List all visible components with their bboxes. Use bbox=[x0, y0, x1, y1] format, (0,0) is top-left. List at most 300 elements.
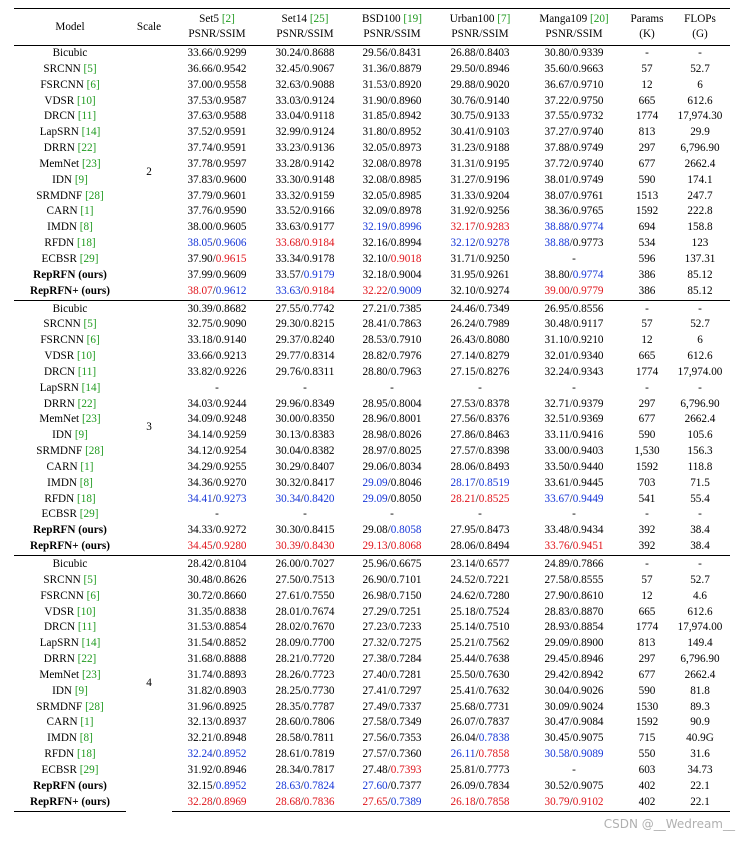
separator: / bbox=[212, 524, 216, 537]
ssim-value: 0.9449 bbox=[572, 492, 604, 505]
metric-cell bbox=[172, 220, 262, 236]
psnr-value: 31.35 bbox=[187, 605, 213, 618]
model-cell bbox=[14, 284, 126, 300]
separator: / bbox=[300, 524, 304, 537]
metric-cell bbox=[348, 605, 436, 621]
psnr-value: 31.95 bbox=[450, 268, 476, 281]
separator: / bbox=[475, 653, 479, 666]
separator: / bbox=[475, 205, 479, 218]
ssim-value: 0.9601 bbox=[215, 189, 247, 202]
separator: / bbox=[212, 637, 216, 650]
model-name: RepRFN+ bbox=[29, 795, 79, 808]
separator: / bbox=[475, 540, 479, 553]
params-cell: 12 bbox=[641, 78, 653, 91]
metric-cell bbox=[524, 317, 624, 333]
psnr-value: 27.15 bbox=[450, 365, 476, 378]
separator: / bbox=[300, 318, 304, 331]
separator: / bbox=[569, 668, 573, 681]
ssim-value: 0.7337 bbox=[390, 700, 422, 713]
table-row bbox=[14, 795, 730, 811]
ssim-value: 0.9369 bbox=[572, 413, 604, 426]
ssim-value: 0.7858 bbox=[478, 795, 510, 808]
params-cell: 813 bbox=[638, 637, 656, 650]
model-name: RFDN bbox=[44, 748, 75, 761]
metric-cell bbox=[348, 94, 436, 110]
metric-cell bbox=[172, 252, 262, 268]
psnr-value: 26.07 bbox=[450, 716, 476, 729]
params-cell: 534 bbox=[638, 237, 656, 250]
ssim-value: 0.9159 bbox=[303, 189, 335, 202]
ssim-value: 0.9140 bbox=[478, 94, 510, 107]
metric-cell bbox=[172, 492, 262, 508]
model-name: CARN bbox=[46, 716, 78, 729]
params-cell: 703 bbox=[638, 476, 656, 489]
ssim-value: 0.8415 bbox=[303, 524, 335, 537]
model-cell bbox=[14, 620, 126, 636]
psnr-value: 28.68 bbox=[275, 795, 301, 808]
model-name: IDN bbox=[52, 173, 73, 186]
psnr-value: 34.03 bbox=[187, 397, 213, 410]
model-name: MemNet bbox=[39, 668, 80, 681]
psnr-value: 32.01 bbox=[544, 350, 570, 363]
psnr-value: 25.21 bbox=[450, 637, 476, 650]
ssim-value: 0.9773 bbox=[572, 237, 604, 250]
metric-cell bbox=[172, 78, 262, 94]
psnr-value: 30.00 bbox=[275, 413, 301, 426]
psnr-value: 29.42 bbox=[544, 668, 570, 681]
ssim-value: 0.8026 bbox=[390, 429, 422, 442]
separator: / bbox=[387, 779, 391, 792]
model-name: VDSR bbox=[44, 94, 75, 107]
separator: / bbox=[212, 653, 216, 666]
metric-cell bbox=[172, 412, 262, 428]
psnr-value: 33.57 bbox=[275, 268, 301, 281]
psnr-value: 28.09 bbox=[275, 637, 301, 650]
metric-cell bbox=[262, 157, 348, 173]
ssim-value: 0.9259 bbox=[215, 429, 247, 442]
separator: / bbox=[475, 221, 479, 234]
model-name: FSRCNN bbox=[40, 334, 84, 347]
metric-cell bbox=[436, 668, 524, 684]
separator: / bbox=[300, 653, 304, 666]
ssim-value: 0.8525 bbox=[478, 492, 510, 505]
ssim-value: 0.8431 bbox=[390, 47, 422, 59]
psnr-value: 31.71 bbox=[450, 252, 476, 265]
metric-cell bbox=[348, 700, 436, 716]
psnr-value: 37.72 bbox=[544, 157, 570, 170]
model-cite: [10] bbox=[77, 350, 96, 363]
metric-cell bbox=[436, 381, 524, 397]
separator: / bbox=[387, 350, 391, 363]
model-cite: [23] bbox=[81, 413, 101, 426]
ssim-value: 0.9273 bbox=[215, 492, 247, 505]
separator: / bbox=[300, 110, 304, 123]
params-cell: 665 bbox=[638, 350, 656, 363]
metric-cell bbox=[348, 397, 436, 413]
model-cite: [8] bbox=[79, 732, 93, 745]
metric-cell bbox=[436, 268, 524, 284]
psnr-value: 28.96 bbox=[362, 413, 388, 426]
separator: / bbox=[475, 318, 479, 331]
flops-cell: - bbox=[698, 508, 702, 521]
table-header bbox=[14, 9, 730, 46]
model-cell bbox=[14, 333, 126, 349]
ssim-value: 0.9612 bbox=[215, 284, 247, 297]
psnr-value: 27.50 bbox=[275, 573, 301, 586]
metric-cell bbox=[348, 365, 436, 381]
metric-cell bbox=[348, 573, 436, 589]
model-cite: [9] bbox=[74, 173, 88, 186]
ssim-value: 0.7817 bbox=[303, 763, 335, 776]
scale-cell: 4 bbox=[126, 556, 172, 812]
separator: / bbox=[212, 779, 216, 792]
psnr-value: 29.30 bbox=[275, 318, 301, 331]
psnr-value: 33.68 bbox=[275, 237, 301, 250]
psnr-value: 30.79 bbox=[544, 795, 570, 808]
model-name: RepRFN bbox=[33, 524, 76, 537]
separator: / bbox=[387, 573, 391, 586]
ssim-value: 0.7989 bbox=[478, 318, 510, 331]
psnr-value: 26.24 bbox=[450, 318, 476, 331]
psnr-value: 32.28 bbox=[187, 795, 213, 808]
model-name: FSRCNN bbox=[40, 78, 84, 91]
separator: / bbox=[569, 237, 573, 250]
psnr-value: 32.71 bbox=[544, 397, 570, 410]
ssim-value: 0.8660 bbox=[215, 589, 247, 602]
metric-cell bbox=[524, 252, 624, 268]
separator: / bbox=[387, 47, 391, 59]
psnr-value: 28.06 bbox=[450, 460, 476, 473]
psnr-value: 27.60 bbox=[362, 779, 388, 792]
flops-cell: 81.8 bbox=[690, 684, 710, 697]
separator: / bbox=[300, 700, 304, 713]
separator: / bbox=[300, 621, 304, 634]
ssim-value: 0.8378 bbox=[478, 397, 510, 410]
model-cell bbox=[14, 507, 126, 523]
psnr-value: 30.48 bbox=[544, 318, 570, 331]
separator: / bbox=[300, 205, 304, 218]
metric-cell bbox=[348, 620, 436, 636]
params-cell: 541 bbox=[638, 492, 656, 505]
metric-cell bbox=[436, 62, 524, 78]
metric-cell bbox=[172, 589, 262, 605]
metric-cell bbox=[348, 795, 436, 811]
model-cell bbox=[14, 173, 126, 189]
ssim-value: 0.9213 bbox=[215, 350, 247, 363]
table-row bbox=[14, 539, 730, 555]
ssim-value: 0.9590 bbox=[215, 205, 247, 218]
metric-cell bbox=[262, 317, 348, 333]
ssim-value: 0.9140 bbox=[215, 334, 247, 347]
metric-cell bbox=[524, 779, 624, 795]
table-row bbox=[14, 523, 730, 539]
metric-cell bbox=[262, 428, 348, 444]
model-cell bbox=[14, 539, 126, 555]
watermark: CSDN @__Wedream__ bbox=[603, 817, 735, 831]
metric-cell bbox=[436, 46, 524, 62]
ssim-value: 0.8925 bbox=[215, 700, 247, 713]
metric-cell bbox=[524, 412, 624, 428]
metric-cell bbox=[436, 700, 524, 716]
psnr-value: 30.39 bbox=[187, 302, 213, 315]
psnr-value: 32.63 bbox=[275, 78, 301, 91]
metric-cell bbox=[524, 476, 624, 492]
psnr-value: 28.93 bbox=[544, 621, 570, 634]
separator: / bbox=[300, 62, 304, 75]
psnr-value: 31.36 bbox=[362, 62, 388, 75]
metric-cell bbox=[348, 779, 436, 795]
model-cell bbox=[14, 460, 126, 476]
psnr-value: 28.80 bbox=[362, 365, 388, 378]
metric-cell bbox=[172, 605, 262, 621]
params-cell: 386 bbox=[638, 284, 656, 297]
separator: / bbox=[300, 397, 304, 410]
psnr-value: 31.31 bbox=[450, 157, 476, 170]
metric-cell bbox=[172, 62, 262, 78]
separator: / bbox=[212, 157, 216, 170]
ssim-value: 0.8852 bbox=[215, 637, 247, 650]
separator: / bbox=[569, 126, 573, 139]
params-cell: 57 bbox=[641, 318, 653, 331]
psnr-value: 30.34 bbox=[275, 492, 301, 505]
params-cell: 1592 bbox=[635, 205, 659, 218]
model-cite: (ours) bbox=[78, 524, 107, 537]
model-cite: (ours) bbox=[78, 268, 107, 281]
separator: / bbox=[212, 621, 216, 634]
psnr-value: 29.06 bbox=[362, 460, 388, 473]
ssim-value: 0.9750 bbox=[572, 94, 604, 107]
ssim-value: 0.9084 bbox=[572, 716, 604, 729]
metric-cell bbox=[348, 636, 436, 652]
metric-cell bbox=[524, 189, 624, 205]
metric-cell bbox=[436, 507, 524, 523]
model-cite: [29] bbox=[79, 763, 99, 776]
model-cite: [1] bbox=[80, 460, 94, 473]
header-scale: Scale bbox=[126, 9, 172, 46]
model-cell bbox=[14, 700, 126, 716]
model-cell bbox=[14, 684, 126, 700]
separator: / bbox=[475, 237, 479, 250]
params-cell: 392 bbox=[638, 524, 656, 537]
metric-cell bbox=[348, 668, 436, 684]
table-row bbox=[14, 173, 730, 189]
model-cite: [28] bbox=[85, 189, 104, 202]
separator: / bbox=[300, 795, 304, 808]
psnr-value: 37.78 bbox=[187, 157, 213, 170]
separator: / bbox=[300, 237, 304, 250]
psnr-value: 32.21 bbox=[187, 732, 213, 745]
psnr-value: 32.13 bbox=[187, 716, 213, 729]
ssim-value: 0.9009 bbox=[390, 284, 422, 297]
ssim-value: 0.9591 bbox=[215, 126, 247, 139]
separator: / bbox=[475, 668, 479, 681]
table-row bbox=[14, 700, 730, 716]
ssim-value: 0.7221 bbox=[478, 573, 510, 586]
psnr-value: 32.15 bbox=[187, 779, 213, 792]
psnr-value: 28.35 bbox=[275, 700, 301, 713]
metric-cell bbox=[436, 412, 524, 428]
separator: / bbox=[475, 173, 479, 186]
separator: / bbox=[300, 460, 304, 473]
psnr-value: 34.41 bbox=[187, 492, 213, 505]
psnr-value: 33.34 bbox=[275, 252, 301, 265]
separator: / bbox=[212, 429, 216, 442]
separator: / bbox=[212, 62, 216, 75]
metric-cell bbox=[524, 141, 624, 157]
separator: / bbox=[212, 397, 216, 410]
flops-cell: 38.4 bbox=[690, 524, 710, 537]
psnr-value: 34.36 bbox=[187, 476, 213, 489]
model-cite: [1] bbox=[80, 716, 94, 729]
separator: / bbox=[569, 492, 573, 505]
metric-cell bbox=[262, 78, 348, 94]
psnr-value: 31.90 bbox=[362, 94, 388, 107]
ssim-value: 0.8937 bbox=[215, 716, 247, 729]
flops-cell: 29.9 bbox=[690, 126, 710, 139]
table-row bbox=[14, 444, 730, 460]
psnr-value: 27.57 bbox=[362, 748, 388, 761]
metric-cell bbox=[262, 252, 348, 268]
separator: / bbox=[475, 268, 479, 281]
metric-cell bbox=[524, 94, 624, 110]
model-cell bbox=[14, 94, 126, 110]
separator: / bbox=[387, 637, 391, 650]
ssim-value: 0.9749 bbox=[572, 173, 604, 186]
model-cell bbox=[14, 46, 126, 62]
psnr-value: 27.38 bbox=[362, 653, 388, 666]
ssim-value: 0.6675 bbox=[390, 558, 422, 570]
params-cell: 1774 bbox=[635, 621, 659, 634]
ssim-value: 0.8058 bbox=[390, 524, 422, 537]
ssim-value: 0.8985 bbox=[390, 173, 422, 186]
psnr-value: 27.23 bbox=[362, 621, 388, 634]
separator: / bbox=[569, 62, 573, 75]
psnr-value: 37.63 bbox=[187, 110, 213, 123]
table-row bbox=[14, 220, 730, 236]
metric-cell bbox=[172, 795, 262, 811]
model-cite: [23] bbox=[81, 157, 101, 170]
psnr-value: 28.26 bbox=[275, 668, 301, 681]
separator: / bbox=[569, 589, 573, 602]
separator: / bbox=[475, 779, 479, 792]
flops-cell: - bbox=[670, 556, 730, 573]
metric-cell bbox=[262, 573, 348, 589]
separator: / bbox=[569, 284, 573, 297]
model-name: IMDN bbox=[47, 476, 77, 489]
ssim-value: 0.9749 bbox=[572, 142, 604, 155]
metric-cell bbox=[524, 492, 624, 508]
separator: / bbox=[569, 573, 573, 586]
metric-cell bbox=[172, 763, 262, 779]
psnr-value: 23.14 bbox=[450, 558, 476, 570]
metric-cell bbox=[524, 428, 624, 444]
metric-cell bbox=[172, 397, 262, 413]
separator: / bbox=[387, 397, 391, 410]
separator: / bbox=[212, 252, 216, 265]
model-cite: (ours) bbox=[78, 779, 107, 792]
metric-cell bbox=[348, 349, 436, 365]
metric-cell bbox=[348, 284, 436, 300]
psnr-value: 29.77 bbox=[275, 350, 301, 363]
separator: / bbox=[212, 589, 216, 602]
ssim-value: 0.8994 bbox=[390, 237, 422, 250]
flops-cell: 52.7 bbox=[690, 318, 710, 331]
ssim-value: 0.9178 bbox=[303, 252, 335, 265]
psnr-value: 27.90 bbox=[544, 589, 570, 602]
model-cell bbox=[14, 252, 126, 268]
separator: / bbox=[300, 284, 304, 297]
model-name: RFDN bbox=[44, 237, 75, 250]
ssim-value: 0.8920 bbox=[390, 78, 422, 91]
psnr-value: 37.88 bbox=[544, 142, 570, 155]
metric-cell bbox=[348, 539, 436, 555]
separator: / bbox=[387, 252, 391, 265]
metric-cell bbox=[262, 397, 348, 413]
separator: / bbox=[212, 237, 216, 250]
separator: / bbox=[569, 302, 573, 315]
separator: / bbox=[569, 476, 573, 489]
metric-cell bbox=[172, 381, 262, 397]
separator: / bbox=[212, 189, 216, 202]
metric-cell bbox=[436, 125, 524, 141]
params-cell: 1530 bbox=[635, 700, 659, 713]
psnr-value: 33.82 bbox=[187, 365, 213, 378]
separator: / bbox=[569, 621, 573, 634]
separator: / bbox=[212, 540, 216, 553]
separator: / bbox=[212, 78, 216, 91]
ssim-value: 0.7385 bbox=[390, 302, 422, 315]
psnr-value: 31.53 bbox=[362, 78, 388, 91]
ssim-value: 0.9740 bbox=[572, 157, 604, 170]
separator: / bbox=[300, 540, 304, 553]
model-name: FSRCNN bbox=[40, 589, 84, 602]
psnr-value: 28.53 bbox=[362, 334, 388, 347]
table-row bbox=[14, 397, 730, 413]
psnr-value: 33.11 bbox=[544, 429, 570, 442]
model-cell bbox=[14, 317, 126, 333]
psnr-value: 29.96 bbox=[275, 397, 301, 410]
table-row bbox=[14, 620, 730, 636]
separator: / bbox=[569, 558, 573, 570]
separator: / bbox=[475, 302, 479, 315]
metric-cell bbox=[262, 523, 348, 539]
metric-cell bbox=[348, 109, 436, 125]
flops-cell: 6,796.90 bbox=[680, 142, 720, 155]
psnr-value: 32.24 bbox=[544, 365, 570, 378]
ssim-value: 0.7297 bbox=[390, 684, 422, 697]
metric-cell bbox=[348, 412, 436, 428]
separator: / bbox=[475, 637, 479, 650]
flops-cell: 174.1 bbox=[687, 173, 713, 186]
metric-cell bbox=[436, 556, 524, 573]
separator: / bbox=[569, 47, 573, 59]
ssim-value: 0.9440 bbox=[572, 460, 604, 473]
ssim-value: 0.7101 bbox=[390, 573, 422, 586]
metric-cell bbox=[348, 492, 436, 508]
metric-value: - bbox=[303, 381, 307, 394]
metric-cell bbox=[436, 589, 524, 605]
metric-cell bbox=[348, 507, 436, 523]
flops-cell: 55.4 bbox=[690, 492, 710, 505]
separator: / bbox=[212, 173, 216, 186]
ssim-value: 0.7806 bbox=[303, 716, 335, 729]
separator: / bbox=[475, 795, 479, 808]
ssim-value: 0.9403 bbox=[572, 445, 604, 458]
separator: / bbox=[475, 492, 479, 505]
ssim-value: 0.9588 bbox=[215, 110, 247, 123]
table-row bbox=[14, 109, 730, 125]
ssim-value: 0.9067 bbox=[303, 62, 335, 75]
